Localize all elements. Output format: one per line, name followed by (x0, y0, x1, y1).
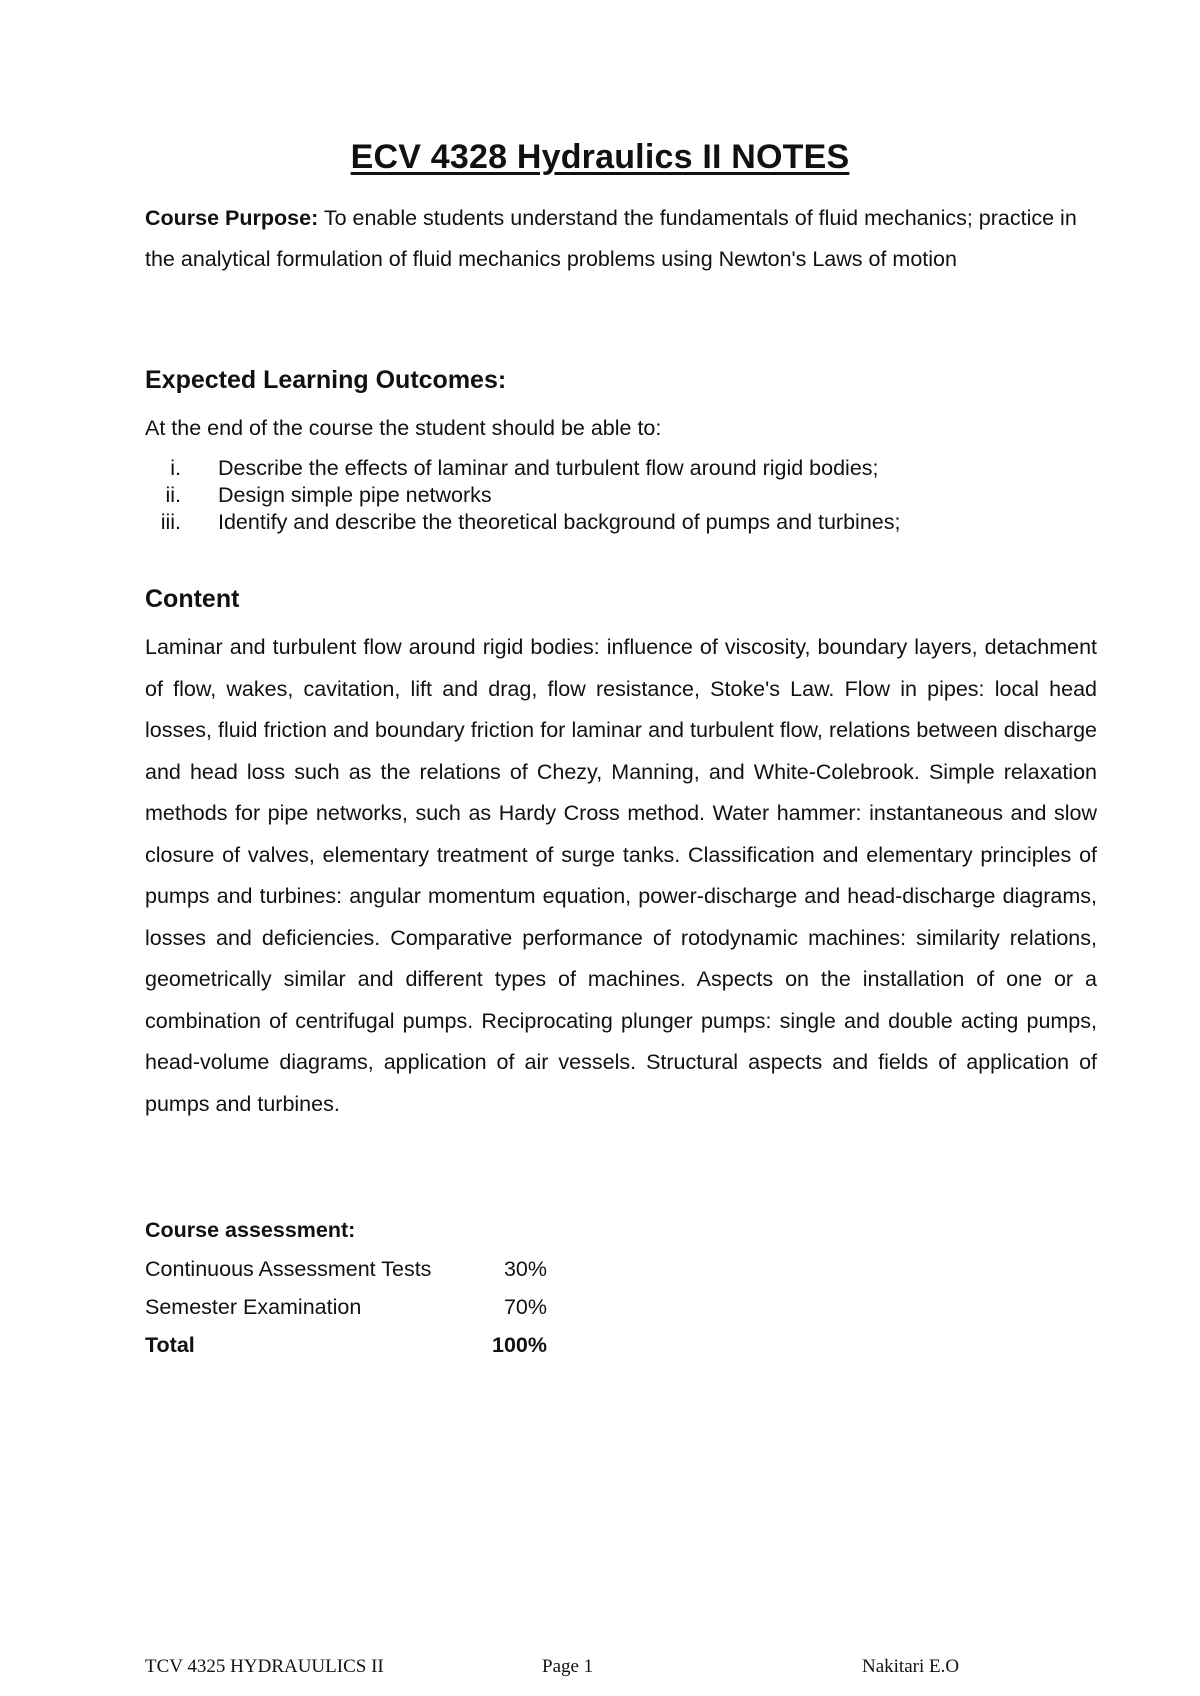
table-row (145, 1250, 547, 1288)
outcomes-intro: At the end of the course the student should be able to: (145, 416, 662, 440)
assessment-value: 30% (503, 1256, 547, 1281)
assessment-table (145, 1250, 547, 1364)
list-item-number: i. (170, 456, 181, 480)
assessment-total-label: Total (145, 1332, 195, 1357)
course-purpose-label: Course Purpose: (145, 206, 319, 230)
course-purpose (145, 198, 1100, 280)
table-row-total (145, 1326, 547, 1364)
course-purpose-text: To enable students understand the fundamentals of fluid mechanics; practice in the analytical formulation of fluid mechanics problems using Newton's Laws of motion (145, 206, 1077, 271)
assessment-total-value: 100% (492, 1332, 547, 1357)
outcomes-heading: Expected Learning Outcomes: (145, 366, 507, 394)
list-item (145, 509, 1105, 536)
list-item-number: iii. (160, 510, 181, 534)
assessment-heading: Course assessment: (145, 1218, 356, 1242)
document-title: ECV 4328 Hydraulics II NOTES (350, 138, 850, 176)
list-item (145, 482, 1105, 509)
assessment-value: 70% (503, 1294, 547, 1319)
list-item-text: Describe the effects of laminar and turbulent flow around rigid bodies; (218, 456, 879, 480)
content-heading: Content (145, 585, 240, 613)
list-item-number: ii. (165, 483, 181, 507)
list-item (145, 455, 1105, 482)
list-item-text: Identify and describe the theoretical background of pumps and turbines; (218, 510, 901, 534)
table-row (145, 1288, 547, 1326)
footer-author: Nakitari E.O (862, 1656, 960, 1677)
list-item-text: Design simple pipe networks (218, 483, 492, 507)
footer-course-code: TCV 4325 HYDRAUULICS II (145, 1656, 384, 1677)
assessment-label: Semester Examination (145, 1294, 362, 1319)
assessment-label: Continuous Assessment Tests (145, 1256, 432, 1281)
outcomes-list (145, 455, 1105, 536)
footer-page-number: Page 1 (542, 1656, 594, 1677)
content-paragraph: Laminar and turbulent flow around rigid bodies: influence of viscosity, boundary layers, detachment of flow, wakes, cavitation, lift and drag, flow resistance, Stoke's Law. Flow in pipes: local head losses, fluid friction and boundary friction for laminar and turbulent flow, relations between discharge and head loss such as the relations of Chezy, Manning, and White-Colebrook. Simple relaxation methods for pipe networks, such as Hardy Cross method. Water hammer: instantaneous and slow closure of valves, elementary treatment of surge tanks. Classification and elementary principles of pumps and turbines: angular momentum equation, power-discharge and head-discharge diagrams, losses and deficiencies. Comparative performance of rotodynamic machines: similarity relations, geometrically similar and different types of machines. Aspects on the installation of one or a combination of centrifugal pumps. Reciprocating plunger pumps: single and double acting pumps, head-volume diagrams, application of air vessels. Structural aspects and fields of application of pumps and turbines. (145, 635, 1097, 1116)
